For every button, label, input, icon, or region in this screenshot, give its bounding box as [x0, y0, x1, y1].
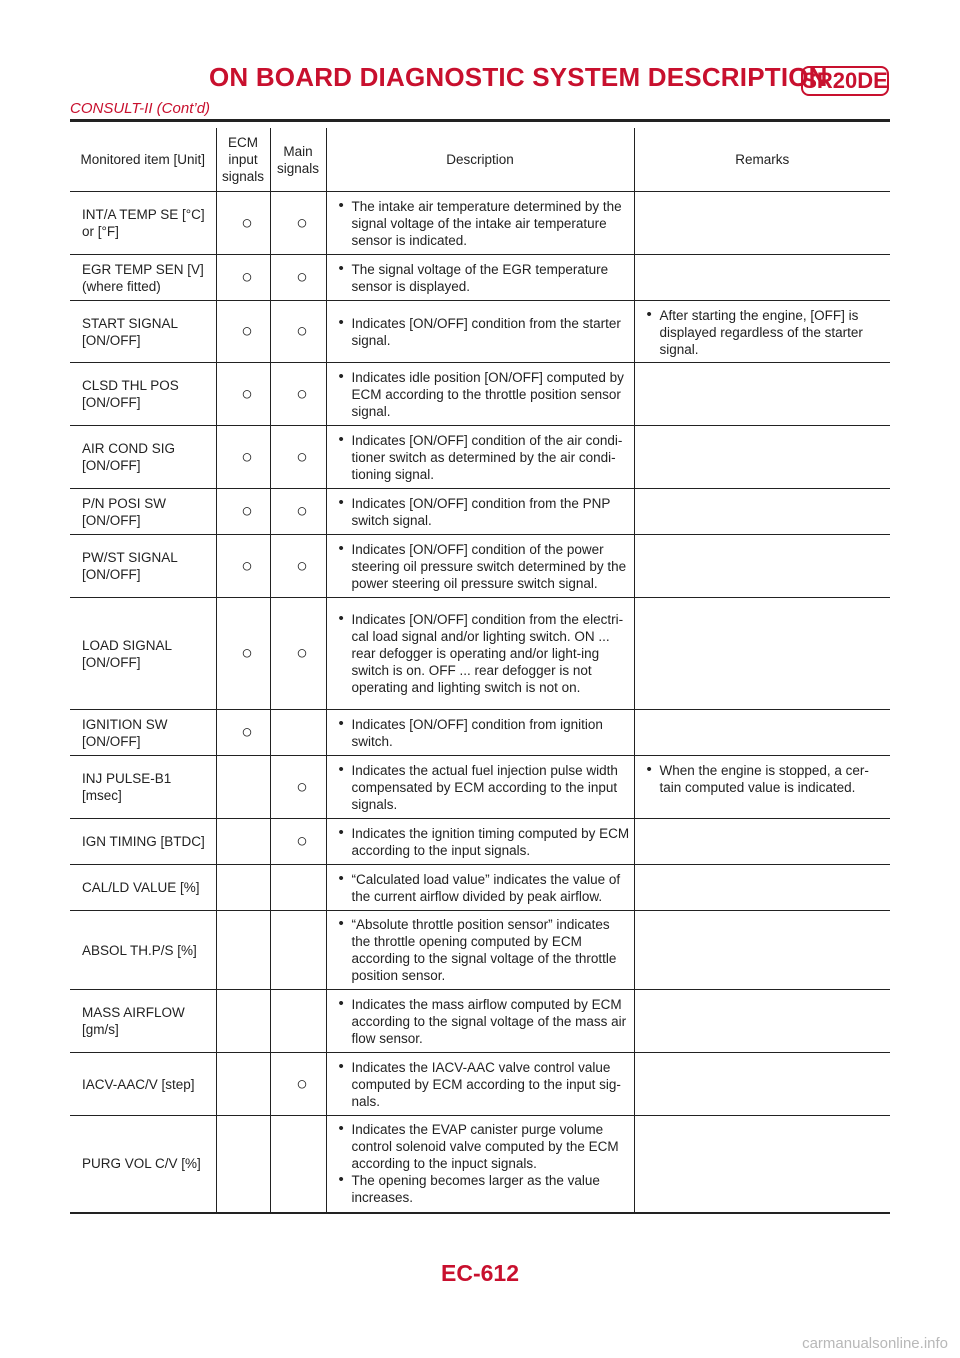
circle-marker-icon: ○	[296, 383, 308, 405]
remarks-cell	[634, 598, 890, 710]
main-signal-cell	[270, 535, 326, 598]
description-cell	[326, 756, 634, 819]
main-signal-cell	[270, 192, 326, 255]
ecm-input-signal-cell	[216, 255, 270, 301]
section-title: ON BOARD DIAGNOSTIC SYSTEM DESCRIPTION	[209, 62, 828, 92]
remarks-cell	[634, 756, 890, 819]
description-cell	[326, 819, 634, 865]
description-bullet: • Indicates [ON/OFF] condition from the starter signal.	[339, 315, 630, 349]
table-row	[70, 819, 890, 865]
description-bullet: • The intake air temperature determined by the signal voltage of the intake air temperature sensor is indicated.	[339, 198, 630, 249]
description-cell	[326, 865, 634, 911]
main-signal-cell	[270, 301, 326, 363]
engine-code-badge: SR20DE	[801, 66, 889, 96]
remarks-cell	[634, 911, 890, 990]
ecm-input-signal-cell	[216, 756, 270, 819]
remarks-cell	[634, 710, 890, 756]
circle-marker-icon: ○	[296, 212, 308, 234]
description-list	[339, 762, 630, 813]
description-list	[339, 916, 630, 984]
monitored-item-cell: INT/A TEMP SE [°C] or [°F]	[82, 207, 205, 239]
description-list	[339, 432, 630, 483]
monitored-item-cell: INJ PULSE-B1 [msec]	[82, 771, 172, 803]
main-signal-cell	[270, 1053, 326, 1116]
col-header-remarks: Remarks	[634, 128, 890, 192]
description-list	[339, 996, 630, 1047]
description-cell	[326, 535, 634, 598]
monitored-item-cell: IGNITION SW [ON/OFF]	[82, 716, 168, 749]
description-bullet: • “Absolute throttle position sensor” indicates the throttle opening computed by ECM according to the signal voltage of the throttle position sensor.	[339, 916, 630, 984]
ecm-input-signal-cell	[216, 1053, 270, 1116]
main-signal-cell	[270, 911, 326, 990]
monitored-item-cell: PW/ST SIGNAL [ON/OFF]	[82, 550, 178, 582]
description-bullet: • Indicates the EVAP canister purge volume control solenoid valve computed by the ECM according to the inpuct signals.	[339, 1121, 630, 1172]
section-subtitle: CONSULT-II (Cont’d)	[70, 100, 211, 117]
description-bullet: • The signal voltage of the EGR temperature sensor is displayed.	[339, 261, 630, 295]
watermark: carmanualsonline.info	[802, 1335, 948, 1352]
circle-marker-icon: ○	[241, 321, 253, 342]
monitored-item-cell: IGN TIMING [BTDC]	[82, 834, 205, 849]
monitored-item-cell: AIR COND SIG [ON/OFF]	[82, 441, 176, 473]
description-list	[339, 495, 630, 529]
main-signal-cell	[270, 990, 326, 1053]
table-row	[70, 192, 890, 255]
description-bullet: • Indicates idle position [ON/OFF] computed by ECM according to the throttle position sensor signal.	[339, 369, 630, 420]
description-cell	[326, 1116, 634, 1213]
monitored-item-cell: P/N POSI SW [ON/OFF]	[82, 495, 167, 528]
table-row	[70, 535, 890, 598]
circle-marker-icon: ○	[296, 446, 308, 468]
remarks-cell	[634, 489, 890, 535]
description-list	[339, 198, 630, 249]
description-cell	[326, 598, 634, 710]
main-signal-cell	[270, 756, 326, 819]
table-row	[70, 756, 890, 819]
description-cell	[326, 192, 634, 255]
monitored-item-cell: CAL/LD VALUE [%]	[82, 880, 200, 895]
col-header-main-signals: Main signals	[270, 128, 326, 192]
description-bullet: • Indicates the actual fuel injection pulse width compensated by ECM according to the input signals.	[339, 762, 630, 813]
ecm-input-signal-cell	[216, 819, 270, 865]
ecm-input-signal-cell	[216, 598, 270, 710]
table-row	[70, 489, 890, 535]
description-bullet: • “Calculated load value” indicates the value of the current airflow divided by peak airflow.	[339, 871, 630, 905]
description-bullet: • Indicates [ON/OFF] condition from the PNP switch signal.	[339, 495, 630, 529]
circle-marker-icon: ○	[296, 643, 308, 664]
ecm-input-signal-cell	[216, 990, 270, 1053]
table-row	[70, 426, 890, 489]
remarks-cell	[634, 819, 890, 865]
monitored-item-cell: MASS AIRFLOW [gm/s]	[82, 1005, 185, 1037]
ecm-input-signal-cell	[216, 535, 270, 598]
description-list	[339, 1059, 630, 1110]
description-list	[339, 369, 630, 420]
table-row	[70, 1116, 890, 1213]
circle-marker-icon: ○	[241, 446, 253, 468]
circle-marker-icon: ○	[241, 267, 253, 288]
remarks-bullet: • After starting the engine, [OFF] is displayed regardless of the starter signal.	[647, 307, 887, 358]
remarks-cell	[634, 865, 890, 911]
monitored-item-cell: IACV-AAC/V [step]	[82, 1076, 195, 1092]
description-bullet: • Indicates the mass airflow computed by ECM according to the signal voltage of the mass air flow sensor.	[339, 996, 630, 1047]
description-bullet: • The opening becomes larger as the value increases.	[339, 1172, 630, 1206]
circle-marker-icon: ○	[241, 722, 253, 743]
ecm-input-signal-cell	[216, 911, 270, 990]
description-list	[339, 1121, 630, 1206]
table-header-row	[70, 128, 890, 192]
description-cell	[326, 911, 634, 990]
description-bullet: • Indicates [ON/OFF] condition from the electri-cal load signal and/or lighting switch. ON ... rear defogger is operating and/or light-ing switch is on. OFF ... rear defogger is not operating and lighting switch is not on.	[339, 611, 630, 696]
table-row	[70, 710, 890, 756]
description-bullet: • Indicates [ON/OFF] condition of the power steering oil pressure switch determined by the power steering oil pressure switch signal.	[339, 541, 630, 592]
circle-marker-icon: ○	[296, 501, 308, 522]
description-bullet: • Indicates [ON/OFF] condition from ignition switch.	[339, 716, 630, 750]
description-list	[339, 315, 630, 349]
description-list	[339, 716, 630, 750]
circle-marker-icon: ○	[296, 321, 308, 342]
circle-marker-icon: ○	[241, 383, 253, 405]
col-header-description: Description	[326, 128, 634, 192]
monitored-items-table	[70, 128, 890, 1214]
description-cell	[326, 363, 634, 426]
circle-marker-icon: ○	[241, 643, 253, 664]
main-signal-cell	[270, 710, 326, 756]
page-number: EC-612	[441, 1260, 519, 1286]
circle-marker-icon: ○	[296, 555, 308, 577]
main-signal-cell	[270, 598, 326, 710]
table-row	[70, 911, 890, 990]
remarks-cell	[634, 255, 890, 301]
circle-marker-icon: ○	[296, 831, 308, 852]
description-cell	[326, 710, 634, 756]
main-signal-cell	[270, 819, 326, 865]
ecm-input-signal-cell	[216, 426, 270, 489]
remarks-list	[647, 307, 887, 358]
remarks-cell	[634, 426, 890, 489]
table-row	[70, 363, 890, 426]
table-row	[70, 598, 890, 710]
ecm-input-signal-cell	[216, 1116, 270, 1213]
monitored-item-cell: CLSD THL POS [ON/OFF]	[82, 378, 179, 410]
description-list	[339, 611, 630, 696]
main-signal-cell	[270, 489, 326, 535]
circle-marker-icon: ○	[241, 555, 253, 577]
ecm-input-signal-cell	[216, 865, 270, 911]
col-header-ecm-input-signals: ECM input signals	[216, 128, 270, 192]
ecm-input-signal-cell	[216, 363, 270, 426]
description-cell	[326, 301, 634, 363]
description-list	[339, 871, 630, 905]
table-row	[70, 301, 890, 363]
description-bullet: • Indicates [ON/OFF] condition of the air condi-tioner switch as determined by the air condi-tioning signal.	[339, 432, 630, 483]
description-list	[339, 541, 630, 592]
main-signal-cell	[270, 255, 326, 301]
remarks-cell	[634, 192, 890, 255]
remarks-cell	[634, 1116, 890, 1213]
table-row	[70, 255, 890, 301]
circle-marker-icon: ○	[296, 1073, 308, 1095]
main-signal-cell	[270, 865, 326, 911]
monitored-item-cell: ABSOL TH.P/S [%]	[82, 942, 197, 958]
monitored-item-cell: PURG VOL C/V [%]	[82, 1156, 201, 1172]
remarks-cell	[634, 1053, 890, 1116]
circle-marker-icon: ○	[241, 501, 253, 522]
table-row	[70, 865, 890, 911]
header-rule	[70, 119, 890, 122]
ecm-input-signal-cell	[216, 710, 270, 756]
circle-marker-icon: ○	[241, 212, 253, 234]
description-list	[339, 261, 630, 295]
monitored-item-cell: EGR TEMP SEN [V] (where fitted)	[82, 261, 204, 294]
table-row	[70, 1053, 890, 1116]
circle-marker-icon: ○	[296, 267, 308, 288]
remarks-cell	[634, 535, 890, 598]
ecm-input-signal-cell	[216, 489, 270, 535]
main-signal-cell	[270, 426, 326, 489]
description-cell	[326, 489, 634, 535]
circle-marker-icon: ○	[296, 776, 308, 798]
table-body	[70, 192, 890, 1213]
remarks-list	[647, 762, 887, 796]
remarks-cell	[634, 990, 890, 1053]
table-row	[70, 990, 890, 1053]
col-header-monitored-item: Monitored item [Unit]	[80, 152, 206, 167]
remarks-cell	[634, 363, 890, 426]
monitored-item-cell: LOAD SIGNAL [ON/OFF]	[82, 637, 172, 670]
main-signal-cell	[270, 363, 326, 426]
description-cell	[326, 1053, 634, 1116]
description-list	[339, 825, 630, 859]
monitored-item-cell: START SIGNAL [ON/OFF]	[82, 315, 178, 348]
description-bullet: • Indicates the ignition timing computed by ECM according to the input signals.	[339, 825, 630, 859]
main-signal-cell	[270, 1116, 326, 1213]
remarks-bullet: • When the engine is stopped, a cer-tain computed value is indicated.	[647, 762, 887, 796]
description-cell	[326, 990, 634, 1053]
remarks-cell	[634, 301, 890, 363]
ecm-input-signal-cell	[216, 192, 270, 255]
description-cell	[326, 255, 634, 301]
ecm-input-signal-cell	[216, 301, 270, 363]
description-bullet: • Indicates the IACV-AAC valve control value computed by ECM according to the input sig-nals.	[339, 1059, 630, 1110]
description-cell	[326, 426, 634, 489]
